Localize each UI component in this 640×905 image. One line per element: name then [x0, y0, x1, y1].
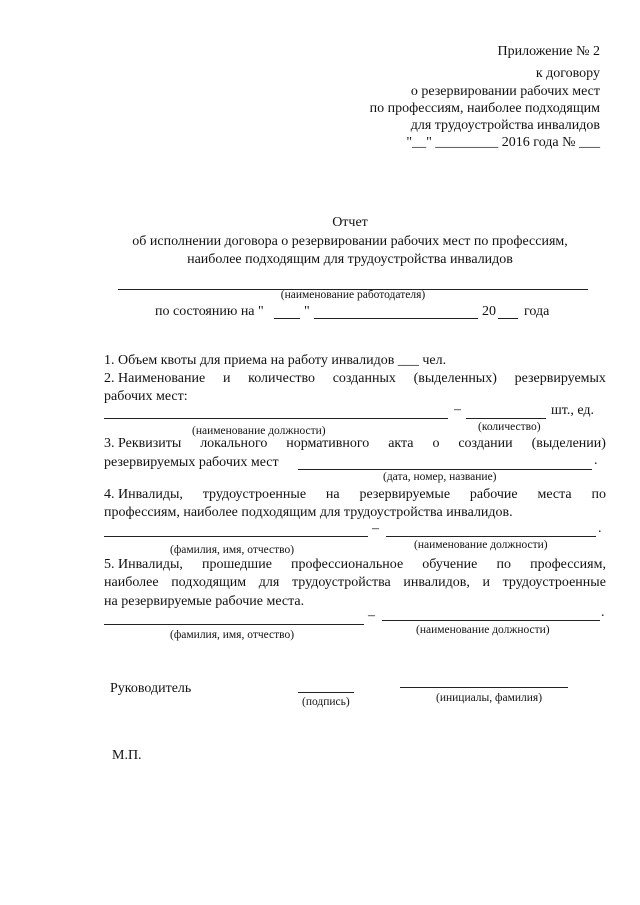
item2-line1 — [104, 371, 606, 387]
item5-word: наиболее — [104, 575, 159, 590]
as-of-month-line — [314, 318, 478, 319]
item4-word: резервируемые — [359, 487, 451, 502]
appendix-date-line: "__" _________ 2016 года № ___ — [406, 135, 600, 150]
item4-word: рабочие — [469, 487, 518, 502]
item3-caption: (дата, номер, название) — [383, 471, 497, 483]
signature-caption: (подпись) — [302, 696, 350, 708]
item5-dot: . — [601, 605, 605, 620]
item5-word: подходящим — [171, 575, 247, 590]
item3-line1 — [104, 436, 606, 452]
as-of-year-suffix: года — [524, 304, 550, 319]
item4-word: по — [591, 487, 606, 502]
item3-dot: . — [594, 453, 598, 468]
item2-caption-position: (наименование должности) — [192, 425, 326, 437]
signatory-role: Руководитель — [110, 681, 192, 696]
item5-caption-name: (фамилия, имя, отчество) — [170, 629, 295, 641]
item2-line2: рабочих мест: — [104, 389, 188, 404]
item1-quota: 1. Объем квоты для приема на работу инвалидов ___ чел. — [104, 353, 447, 368]
item4-word: на — [325, 487, 340, 502]
item4-caption-name: (фамилия, имя, отчество) — [170, 544, 295, 556]
item5-word: инвалидов, — [403, 575, 470, 590]
item2-position-line — [104, 418, 448, 419]
appendix-line-contract: к договору — [535, 66, 600, 81]
employer-name-caption: (наименование работодателя) — [280, 289, 426, 301]
stamp-place: М.П. — [112, 748, 142, 763]
item4-line2: профессиям, наиболее подходящим для трудоустройства инвалидов. — [104, 505, 513, 520]
report-heading: Отчет — [332, 215, 368, 230]
item2-caption-quantity: (количество) — [478, 421, 541, 433]
item5-word: трудоустройства — [291, 575, 391, 590]
appendix-line-professions: по профессиям, наиболее подходящим — [369, 101, 600, 116]
as-of-label: по состоянию на " — [155, 304, 264, 319]
as-of-year-prefix: 20 — [482, 304, 496, 319]
item3-word: акта — [388, 436, 414, 451]
item2-word: и — [222, 371, 231, 386]
item4-name-line — [104, 536, 368, 537]
item4-word: места — [537, 487, 572, 502]
item5-word: прошедшие — [202, 557, 272, 572]
item5-word: профессиям, — [530, 557, 606, 572]
item3-word: 3. Реквизиты — [104, 436, 182, 451]
item4-word: 4. Инвалиды, — [104, 487, 183, 502]
appendix-number: Приложение № 2 — [497, 44, 600, 59]
initials-line — [400, 687, 568, 688]
item4-position-line — [386, 536, 596, 537]
appendix-line-disabled: для трудоустройства инвалидов — [410, 118, 600, 133]
item5-word: и — [482, 575, 490, 590]
item4-dash: – — [372, 521, 379, 536]
item4-word: трудоустроенные — [202, 487, 307, 502]
report-title-line2: наиболее подходящим для трудоустройства инвалидов — [187, 252, 513, 267]
item2-word: количество — [248, 371, 315, 386]
item2-word: (выделенных) — [413, 371, 497, 386]
as-of-quote: " — [304, 304, 310, 319]
item5-caption-position: (наименование должности) — [416, 624, 550, 636]
as-of-day-line — [274, 318, 300, 319]
item5-position-line — [382, 620, 600, 621]
item3-word: локального — [200, 436, 268, 451]
signature-line — [298, 692, 354, 693]
item3-document-line — [298, 469, 592, 470]
item3-word: о — [432, 436, 440, 451]
item3-word: (выделении) — [531, 436, 606, 451]
item2-word: созданных — [332, 371, 396, 386]
item5-line1 — [104, 557, 606, 573]
item5-name-line — [104, 624, 364, 625]
item4-caption-position: (наименование должности) — [414, 539, 548, 551]
initials-caption: (инициалы, фамилия) — [436, 692, 543, 704]
item5-dash: – — [368, 608, 375, 623]
report-title-line1: об исполнении договора о резервировании рабочих мест по профессиям, — [132, 234, 568, 249]
item5-word: по — [496, 557, 511, 572]
item3-line2: резервируемых рабочих мест — [104, 455, 279, 470]
item2-unit: шт., ед. — [551, 403, 594, 418]
item3-word: нормативного — [286, 436, 370, 451]
appendix-line-reservation: о резервировании рабочих мест — [410, 84, 600, 99]
item5-word: трудоустроенные — [502, 575, 606, 590]
item5-line3: на резервируемые рабочие места. — [104, 594, 305, 609]
item5-word: для — [258, 575, 280, 590]
item4-line1 — [104, 487, 606, 503]
as-of-year-line — [498, 318, 518, 319]
item2-quantity-line — [466, 418, 546, 419]
item5-line2 — [104, 575, 606, 591]
item4-dot: . — [598, 521, 602, 536]
item2-word: 2. Наименование — [104, 371, 206, 386]
item3-word: создании — [458, 436, 513, 451]
item2-word: резервируемых — [514, 371, 606, 386]
item5-word: профессиональное — [291, 557, 404, 572]
item5-word: обучение — [422, 557, 478, 572]
item2-dash: – — [454, 402, 461, 417]
item5-word: 5. Инвалиды, — [104, 557, 183, 572]
